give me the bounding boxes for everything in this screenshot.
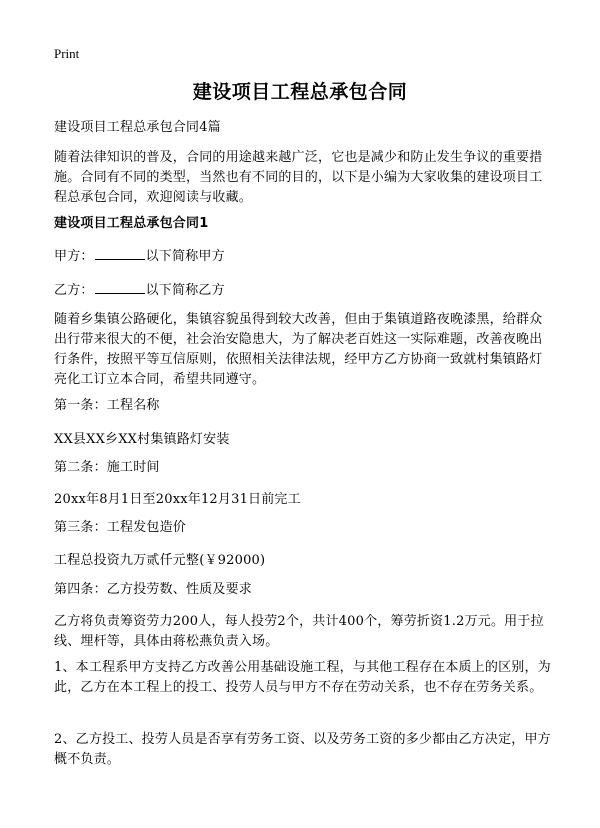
article-1-body: XX县XX乡XX村集镇路灯安装: [54, 432, 230, 447]
party-a-label: 甲方：: [54, 249, 94, 264]
article-3-title: 第三条：工程发包造价: [54, 520, 187, 535]
article-1-title: 第一条：工程名称: [54, 398, 160, 413]
clause-2: 2、乙方投工、投劳人员是否享有劳务工资、以及劳务工资的多少都由乙方决定，甲方概不负责。: [54, 732, 551, 767]
intro-paragraph: 随着法律知识的普及，合同的用途越来越广泛，它也是减少和防止发生争议的重要措施。合同有不同的类型，当然也有不同的目的，以下是小编为大家收集的建设项目工程总承包合同，欢迎阅读与收藏。: [54, 150, 543, 205]
article-2-body: 20xx年8月1日至20xx年12月31日前完工: [54, 492, 301, 507]
party-a-line: [54, 246, 551, 267]
section-heading: 建设项目工程总承包合同1: [54, 216, 209, 231]
party-a-suffix: 以下简称甲方: [145, 249, 225, 264]
article-3-body: 工程总投资九万贰仟元整(￥92000): [54, 553, 266, 568]
document-title: 建设项目工程总承包合同: [192, 81, 408, 103]
article-4-body: 乙方将负责筹资劳力200人，每人投劳2个，共计400个，筹劳折资1.2万元。用于拉线、埋杆等，具体由蒋松燕负责入场。: [54, 614, 544, 649]
preamble-paragraph: 随着乡集镇公路硬化，集镇容貌虽得到较大改善，但由于集镇道路夜晚漆黑，给群众出行带来很大的不便，社会治安隐患大，为了解决老百姓这一实际难题，改善夜晚出行条件，按照平等互信原则，依照相关法律法规，经甲方乙方协商一致就村集镇路灯亮化工订立本合同，希望共同遵守。: [54, 312, 543, 387]
document-subtitle: 建设项目工程总承包合同4篇: [54, 120, 221, 135]
party-b-label: 乙方：: [54, 283, 94, 298]
party-b-blank: [95, 280, 145, 294]
article-4-title: 第四条：乙方投劳数、性质及要求: [54, 582, 253, 597]
clause-1: 1、本工程系甲方支持乙方改善公用基础设施工程，与其他工程存在本质上的区别，为此，乙方在本工程上的投工、投劳人员与甲方不存在劳动关系，也不存在劳务关系。: [54, 660, 551, 695]
party-b-line: [54, 280, 551, 301]
article-2-title: 第二条：施工时间: [54, 460, 160, 475]
party-a-blank: [95, 246, 145, 260]
party-b-suffix: 以下简称乙方: [145, 283, 225, 298]
print-label: Print: [54, 46, 80, 61]
